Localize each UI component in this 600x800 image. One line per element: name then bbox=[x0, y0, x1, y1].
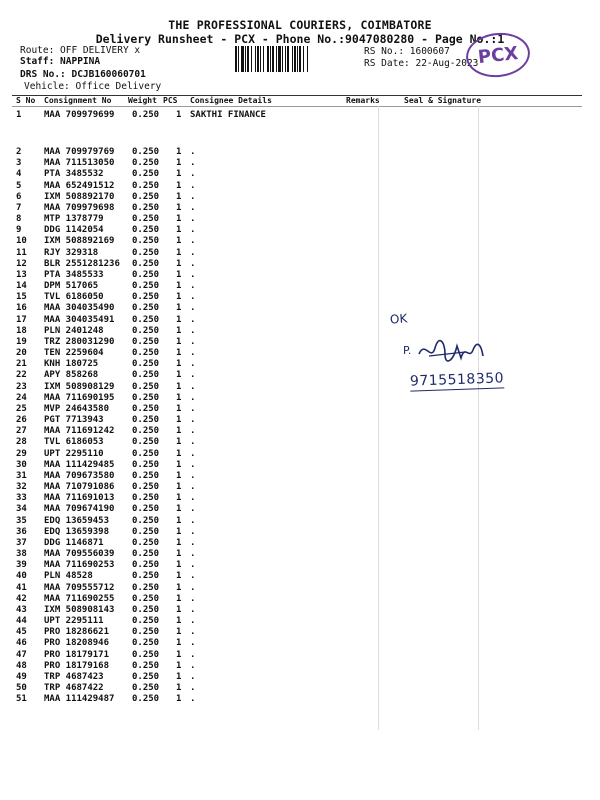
vehicle-label: Vehicle: Office Delivery bbox=[24, 81, 162, 92]
row-consignee: . bbox=[190, 448, 196, 459]
row-consignee: . bbox=[190, 582, 196, 593]
row-consignment: TVL 6186053 bbox=[44, 437, 104, 448]
row-consignee: . bbox=[190, 303, 196, 314]
row-weight: 0.250 bbox=[132, 683, 160, 694]
row-sno: 20 bbox=[16, 348, 27, 359]
row-pcs: 1 bbox=[176, 470, 182, 481]
row-consignee: . bbox=[190, 604, 196, 615]
row-sno: 16 bbox=[16, 303, 27, 314]
row-weight: 0.250 bbox=[132, 236, 160, 247]
signature-initial: P. bbox=[403, 344, 412, 357]
row-weight: 0.250 bbox=[132, 303, 160, 314]
row-sno: 7 bbox=[16, 202, 22, 213]
row-pcs: 1 bbox=[176, 515, 182, 526]
row-consignee: . bbox=[190, 381, 196, 392]
row-pcs: 1 bbox=[176, 392, 182, 403]
row-sno: 51 bbox=[16, 694, 27, 705]
row-consignment: MAA 709555712 bbox=[44, 582, 115, 593]
row-sno: 26 bbox=[16, 415, 27, 426]
row-weight: 0.250 bbox=[132, 604, 160, 615]
row-sno: 25 bbox=[16, 403, 27, 414]
row-pcs: 1 bbox=[176, 448, 182, 459]
row-consignee: . bbox=[190, 493, 196, 504]
row-sno: 30 bbox=[16, 459, 27, 470]
row-pcs: 1 bbox=[176, 269, 182, 280]
row-consignment: UPT 2295111 bbox=[44, 616, 104, 627]
row-consignment: MAA 111429485 bbox=[44, 459, 115, 470]
row-pcs: 1 bbox=[176, 604, 182, 615]
row-pcs: 1 bbox=[176, 258, 182, 269]
row-sno: 44 bbox=[16, 616, 27, 627]
row-sno: 41 bbox=[16, 582, 27, 593]
row-pcs: 1 bbox=[176, 225, 182, 236]
row-sno: 13 bbox=[16, 269, 27, 280]
row-consignee: . bbox=[190, 470, 196, 481]
row-weight: 0.250 bbox=[132, 225, 160, 236]
row-consignment: PRO 18179168 bbox=[44, 660, 110, 671]
row-weight: 0.250 bbox=[132, 660, 160, 671]
row-pcs: 1 bbox=[176, 560, 182, 571]
row-pcs: 1 bbox=[176, 202, 182, 213]
row-consignment: PTA 3485532 bbox=[44, 169, 104, 180]
row-sno: 35 bbox=[16, 515, 27, 526]
row-weight: 0.250 bbox=[132, 560, 160, 571]
row-consignee: . bbox=[190, 571, 196, 582]
row-consignee: . bbox=[190, 537, 196, 548]
row-consignee: . bbox=[190, 202, 196, 213]
row-weight: 0.250 bbox=[132, 671, 160, 682]
row-weight: 0.250 bbox=[132, 169, 160, 180]
row-weight: 0.250 bbox=[132, 549, 160, 560]
row-sno: 29 bbox=[16, 448, 27, 459]
row-weight: 0.250 bbox=[132, 370, 160, 381]
row-consignment: IXM 508892169 bbox=[44, 236, 115, 247]
row-weight: 0.250 bbox=[132, 191, 160, 202]
rs-date: RS Date: 22-Aug-2023 bbox=[364, 58, 479, 69]
row-consignee: . bbox=[190, 258, 196, 269]
row-consignee: . bbox=[190, 560, 196, 571]
row-sno: 27 bbox=[16, 426, 27, 437]
row-consignment: MTP 1378779 bbox=[44, 214, 104, 225]
row-weight: 0.250 bbox=[132, 470, 160, 481]
row-consignee: . bbox=[190, 426, 196, 437]
col-pcs: PCS bbox=[163, 96, 178, 105]
row-pcs: 1 bbox=[176, 381, 182, 392]
row-sno: 22 bbox=[16, 370, 27, 381]
row-consignee: . bbox=[190, 694, 196, 705]
row-pcs: 1 bbox=[176, 504, 182, 515]
row-pcs: 1 bbox=[176, 247, 182, 258]
row-consignment: MAA 709979698 bbox=[44, 202, 115, 213]
row-weight: 0.250 bbox=[132, 269, 160, 280]
row-sno: 50 bbox=[16, 683, 27, 694]
row-weight: 0.250 bbox=[132, 482, 160, 493]
row-pcs: 1 bbox=[176, 649, 182, 660]
row-consignment: PTA 3485533 bbox=[44, 269, 104, 280]
row-sno: 5 bbox=[16, 180, 22, 191]
row-consignment: TRZ 280031290 bbox=[44, 336, 115, 347]
pcx-stamp: PCX bbox=[464, 30, 532, 80]
row-weight: 0.250 bbox=[132, 392, 160, 403]
row-consignee: . bbox=[190, 169, 196, 180]
row-sno: 14 bbox=[16, 281, 27, 292]
row-sno: 34 bbox=[16, 504, 27, 515]
row-consignee: . bbox=[190, 526, 196, 537]
row-weight: 0.250 bbox=[132, 292, 160, 303]
col-consignee: Consignee Details bbox=[190, 96, 272, 105]
row-pcs: 1 bbox=[176, 459, 182, 470]
row-consignment: BLR 2551281236 bbox=[44, 258, 120, 269]
row-sno: 9 bbox=[16, 225, 22, 236]
row-consignee: . bbox=[190, 649, 196, 660]
col-weight: Weight bbox=[128, 96, 157, 105]
row-pcs: 1 bbox=[176, 627, 182, 638]
row-sno: 40 bbox=[16, 571, 27, 582]
row-sno: 2 bbox=[16, 147, 22, 157]
row-consignment: PLN 48528 bbox=[44, 571, 93, 582]
row-pcs: 1 bbox=[176, 493, 182, 504]
row-consignment: TEN 2259604 bbox=[44, 348, 104, 359]
row-weight: 0.250 bbox=[132, 258, 160, 269]
row-consignee: . bbox=[190, 158, 196, 169]
row-consignee: . bbox=[190, 392, 196, 403]
row-sno: 49 bbox=[16, 671, 27, 682]
row-pcs: 1 bbox=[176, 582, 182, 593]
row-pcs: 1 bbox=[176, 571, 182, 582]
row-sno: 33 bbox=[16, 493, 27, 504]
row-pcs: 1 bbox=[176, 191, 182, 202]
row-weight: 0.250 bbox=[132, 180, 160, 191]
row-consignee: . bbox=[190, 247, 196, 258]
row-consignment: MVP 24643580 bbox=[44, 403, 110, 414]
row-weight: 0.250 bbox=[132, 616, 160, 627]
row-pcs: 1 bbox=[176, 158, 182, 169]
row-weight: 0.250 bbox=[132, 649, 160, 660]
row-consignment: MAA 709673580 bbox=[44, 470, 115, 481]
row-consignment: MAA 709674190 bbox=[44, 504, 115, 515]
row-sno: 42 bbox=[16, 593, 27, 604]
row-consignee: SAKTHI FINANCE bbox=[190, 110, 266, 120]
row-consignment: PRO 18179171 bbox=[44, 649, 110, 660]
row-consignment: MAA 709979769 bbox=[44, 147, 115, 157]
row-weight: 0.250 bbox=[132, 694, 160, 705]
row-pcs: 1 bbox=[176, 437, 182, 448]
row-weight: 0.250 bbox=[132, 571, 160, 582]
row-weight: 0.250 bbox=[132, 638, 160, 649]
row-weight: 0.250 bbox=[132, 493, 160, 504]
row-weight: 0.250 bbox=[132, 403, 160, 414]
row-sno: 12 bbox=[16, 258, 27, 269]
row-weight: 0.250 bbox=[132, 526, 160, 537]
row-consignment: MAA 711513050 bbox=[44, 158, 115, 169]
row-consignment: IXM 508892170 bbox=[44, 191, 115, 202]
row-sno: 21 bbox=[16, 359, 27, 370]
row-consignment: DDG 1142054 bbox=[44, 225, 104, 236]
row-sno: 48 bbox=[16, 660, 27, 671]
row-pcs: 1 bbox=[176, 359, 182, 370]
row-consignment: RJY 329318 bbox=[44, 247, 99, 258]
row-consignee: . bbox=[190, 292, 196, 303]
row-sno: 47 bbox=[16, 649, 27, 660]
row-weight: 0.250 bbox=[132, 348, 160, 359]
row-sno: 15 bbox=[16, 292, 27, 303]
row-weight: 0.250 bbox=[132, 202, 160, 213]
row-consignment: MAA 711690195 bbox=[44, 392, 115, 403]
col-consignment: Consignment No bbox=[44, 96, 112, 105]
row-pcs: 1 bbox=[176, 281, 182, 292]
row-consignee: . bbox=[190, 336, 196, 347]
row-consignee: . bbox=[190, 191, 196, 202]
row-sno: 19 bbox=[16, 336, 27, 347]
row-consignment: APY 858268 bbox=[44, 370, 99, 381]
row-sno: 38 bbox=[16, 549, 27, 560]
row-weight: 0.250 bbox=[132, 504, 160, 515]
row-sno: 10 bbox=[16, 236, 27, 247]
row-consignment: MAA 711690255 bbox=[44, 593, 115, 604]
row-pcs: 1 bbox=[176, 482, 182, 493]
staff-label: Staff: NAPPINA bbox=[20, 56, 101, 67]
row-consignment: MAA 652491512 bbox=[44, 180, 115, 191]
row-weight: 0.250 bbox=[132, 459, 160, 470]
row-consignee: . bbox=[190, 415, 196, 426]
row-weight: 0.250 bbox=[132, 359, 160, 370]
row-consignee: . bbox=[190, 225, 196, 236]
row-consignee: . bbox=[190, 459, 196, 470]
rs-number: RS No.: 1600607 bbox=[364, 46, 450, 57]
row-pcs: 1 bbox=[176, 325, 182, 336]
row-sno: 23 bbox=[16, 381, 27, 392]
runsheet-title: Delivery Runsheet - PCX - Phone No.:9047080280 - Page No.:1 bbox=[95, 32, 505, 46]
row-consignee: . bbox=[190, 627, 196, 638]
row-consignee: . bbox=[190, 482, 196, 493]
row-weight: 0.250 bbox=[132, 325, 160, 336]
row-consignment: EDQ 13659398 bbox=[44, 526, 110, 537]
row-sno: 18 bbox=[16, 325, 27, 336]
row-consignee: . bbox=[190, 593, 196, 604]
row-consignee: . bbox=[190, 236, 196, 247]
signature-scribble bbox=[415, 338, 485, 364]
row-sno: 17 bbox=[16, 314, 27, 325]
row-consignee: . bbox=[190, 269, 196, 280]
row-consignee: . bbox=[190, 660, 196, 671]
row-consignee: . bbox=[190, 147, 196, 157]
row-consignment: MAA 304035490 bbox=[44, 303, 115, 314]
row-pcs: 1 bbox=[176, 236, 182, 247]
row-weight: 0.250 bbox=[132, 415, 160, 426]
row-weight: 0.250 bbox=[132, 381, 160, 392]
row-sno: 3 bbox=[16, 158, 22, 169]
row-weight: 0.250 bbox=[132, 437, 160, 448]
row-consignment: MAA 711691242 bbox=[44, 426, 115, 437]
row-sno: 1 bbox=[16, 110, 22, 120]
drs-number: DRS No.: DCJB160060701 bbox=[20, 69, 146, 80]
row-weight: 0.250 bbox=[132, 247, 160, 258]
col-sno: S No bbox=[16, 96, 36, 105]
row-consignment: IXM 508908129 bbox=[44, 381, 115, 392]
row-pcs: 1 bbox=[176, 526, 182, 537]
row-pcs: 1 bbox=[176, 370, 182, 381]
row-pcs: 1 bbox=[176, 147, 182, 157]
row-sno: 43 bbox=[16, 604, 27, 615]
row-consignee: . bbox=[190, 671, 196, 682]
row-pcs: 1 bbox=[176, 671, 182, 682]
row-consignment: TRP 4687422 bbox=[44, 683, 104, 694]
row-sno: 37 bbox=[16, 537, 27, 548]
row-sno: 28 bbox=[16, 437, 27, 448]
col-remarks: Remarks bbox=[346, 96, 380, 105]
row-pcs: 1 bbox=[176, 593, 182, 604]
row-consignment: PLN 2401248 bbox=[44, 325, 104, 336]
handwritten-ok: OK bbox=[389, 311, 408, 327]
row-pcs: 1 bbox=[176, 660, 182, 671]
row-consignee: . bbox=[190, 638, 196, 649]
row-sno: 24 bbox=[16, 392, 27, 403]
row-sno: 46 bbox=[16, 638, 27, 649]
row-consignment: PRO 18286621 bbox=[44, 627, 110, 638]
row-consignment: UPT 2295110 bbox=[44, 448, 104, 459]
company-title: THE PROFESSIONAL COURIERS, COIMBATORE bbox=[168, 18, 432, 32]
row-weight: 0.250 bbox=[132, 593, 160, 604]
row-pcs: 1 bbox=[176, 303, 182, 314]
row-consignment: TVL 6186050 bbox=[44, 292, 104, 303]
row-consignment: MAA 709979699 bbox=[44, 110, 115, 120]
row-pcs: 1 bbox=[176, 110, 182, 120]
row-weight: 0.250 bbox=[132, 281, 160, 292]
route-label: Route: OFF DELIVERY x bbox=[20, 45, 141, 56]
row-weight: 0.250 bbox=[132, 537, 160, 548]
remarks-divider bbox=[378, 106, 379, 730]
barcode bbox=[235, 46, 360, 72]
seal-divider bbox=[478, 106, 479, 730]
row-consignment: PRO 18208946 bbox=[44, 638, 110, 649]
row-pcs: 1 bbox=[176, 214, 182, 225]
row-sno: 11 bbox=[16, 247, 27, 258]
row-consignee: . bbox=[190, 314, 196, 325]
row-weight: 0.250 bbox=[132, 426, 160, 437]
row-consignment: EDQ 13659453 bbox=[44, 515, 110, 526]
row-sno: 36 bbox=[16, 526, 27, 537]
handwritten-signature bbox=[403, 338, 485, 364]
row-consignment: MAA 709556039 bbox=[44, 549, 115, 560]
row-weight: 0.250 bbox=[132, 314, 160, 325]
row-sno: 6 bbox=[16, 191, 22, 202]
row-consignee: . bbox=[190, 359, 196, 370]
row-weight: 0.250 bbox=[132, 110, 160, 120]
row-consignee: . bbox=[190, 370, 196, 381]
row-weight: 0.250 bbox=[132, 515, 160, 526]
row-weight: 0.250 bbox=[132, 147, 160, 157]
row-consignment: IXM 508908143 bbox=[44, 604, 115, 615]
header-bottom-rule bbox=[12, 106, 582, 107]
row-sno: 31 bbox=[16, 470, 27, 481]
row-weight: 0.250 bbox=[132, 214, 160, 225]
row-pcs: 1 bbox=[176, 169, 182, 180]
row-weight: 0.250 bbox=[132, 627, 160, 638]
row-pcs: 1 bbox=[176, 638, 182, 649]
row-pcs: 1 bbox=[176, 403, 182, 414]
row-consignment: MAA 710791086 bbox=[44, 482, 115, 493]
row-sno: 45 bbox=[16, 627, 27, 638]
row-consignment: DPM 517065 bbox=[44, 281, 99, 292]
row-consignee: . bbox=[190, 403, 196, 414]
row-consignee: . bbox=[190, 515, 196, 526]
row-consignment: MAA 711691013 bbox=[44, 493, 115, 504]
col-seal: Seal & Signature bbox=[404, 96, 482, 105]
row-consignee: . bbox=[190, 616, 196, 627]
row-sno: 4 bbox=[16, 169, 22, 180]
row-weight: 0.250 bbox=[132, 582, 160, 593]
row-consignee: . bbox=[190, 683, 196, 694]
row-pcs: 1 bbox=[176, 292, 182, 303]
row-consignee: . bbox=[190, 504, 196, 515]
row-pcs: 1 bbox=[176, 415, 182, 426]
row-consignment: MAA 111429487 bbox=[44, 694, 115, 705]
row-consignment: MAA 304035491 bbox=[44, 314, 115, 325]
handwritten-phone: 9715518350 bbox=[409, 370, 505, 390]
row-pcs: 1 bbox=[176, 348, 182, 359]
row-pcs: 1 bbox=[176, 616, 182, 627]
row-consignment: MAA 711690253 bbox=[44, 560, 115, 571]
row-pcs: 1 bbox=[176, 180, 182, 191]
row-consignee: . bbox=[190, 549, 196, 560]
row-consignment: TRP 4687423 bbox=[44, 671, 104, 682]
row-pcs: 1 bbox=[176, 683, 182, 694]
row-sno: 8 bbox=[16, 214, 22, 225]
row-pcs: 1 bbox=[176, 336, 182, 347]
row-consignee: . bbox=[190, 325, 196, 336]
row-consignee: . bbox=[190, 214, 196, 225]
row-consignment: KNH 180725 bbox=[44, 359, 99, 370]
row-sno: 32 bbox=[16, 482, 27, 493]
row-consignment: PGT 7713943 bbox=[44, 415, 104, 426]
row-consignee: . bbox=[190, 180, 196, 191]
row-pcs: 1 bbox=[176, 314, 182, 325]
row-consignee: . bbox=[190, 437, 196, 448]
row-weight: 0.250 bbox=[132, 336, 160, 347]
row-consignee: . bbox=[190, 281, 196, 292]
row-consignment: DDG 1146871 bbox=[44, 537, 104, 548]
row-weight: 0.250 bbox=[132, 158, 160, 169]
row-consignee: . bbox=[190, 348, 196, 359]
row-weight: 0.250 bbox=[132, 448, 160, 459]
row-pcs: 1 bbox=[176, 537, 182, 548]
row-pcs: 1 bbox=[176, 549, 182, 560]
row-pcs: 1 bbox=[176, 694, 182, 705]
row-sno: 39 bbox=[16, 560, 27, 571]
row-pcs: 1 bbox=[176, 426, 182, 437]
